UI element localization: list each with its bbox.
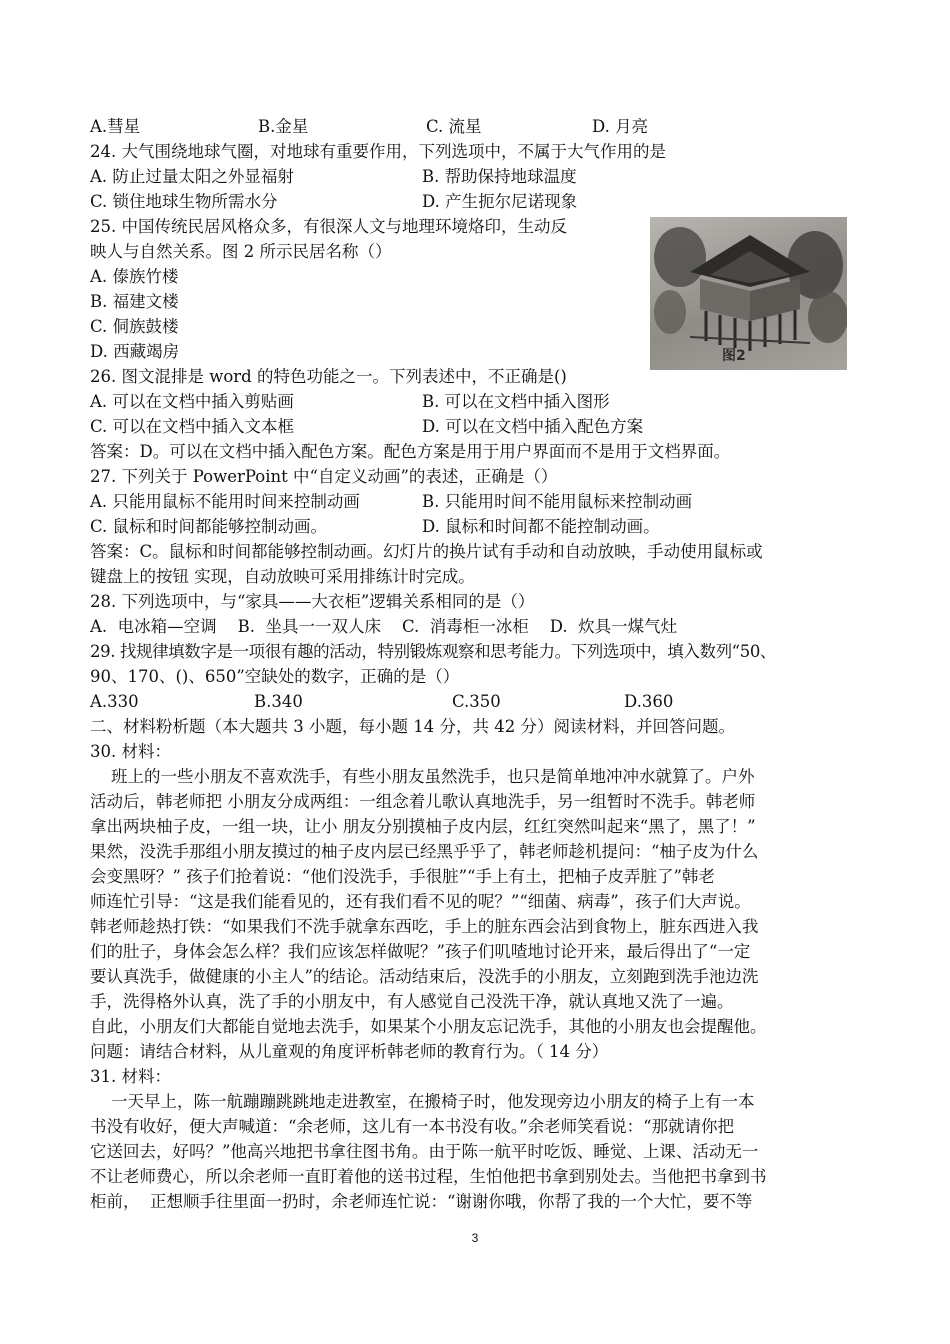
q30-paragraph-line: 活动后，韩老师把 小朋友分成两组：一组念着儿歌认真地洗手，另一组暂时不洗手。韩老师: [90, 792, 756, 811]
q25-option-a: A. 傣族竹楼: [90, 267, 179, 286]
q27-answer-line1: 答案：C。鼠标和时间都能够控制动画。幻灯片的换片试有手动和自动放映，手动使用鼠标或: [90, 542, 763, 561]
q26-option-d: D. 可以在文档中插入配色方案: [422, 417, 644, 436]
q27-options-row2: [90, 515, 660, 539]
q27-options-row1: [90, 490, 692, 514]
dwelling-photo-figure: [650, 217, 847, 370]
q30-paragraph-line: 们的肚子，身体会怎么样？我们应该怎样做呢？”孩子们叽喳地讨论开来，最后得出了“一定: [90, 942, 751, 961]
q24-stem: 24. 大气围绕地球气圈，对地球有重要作用，下列选项中，不属于大气作用的是: [90, 142, 666, 161]
q29-stem-line1: 29. 找规律填数字是一项很有趣的活动，特别锻炼观察和思考能力。下列选项中，填入数列“50、: [90, 642, 777, 661]
q30-paragraph-line: 自此，小朋友们大都能自觉地去洗手，如果某个小朋友忘记洗手，其他的小朋友也会提醒他。: [90, 1017, 767, 1036]
q29-stem-line2: 90、170、()、650”空缺处的数字，正确的是（）: [90, 667, 460, 686]
q30-paragraph-line: 要认真洗手，做健康的小主人”的结论。活动结束后，没洗手的小朋友，立刻跑到洗手池边洗: [90, 967, 759, 986]
page-number: 3: [471, 1231, 479, 1245]
q27-answer-line2: 键盘上的按钮 实现，自动放映可采用排练计时完成。: [90, 567, 475, 586]
q26-options-row1: [90, 390, 610, 414]
q31-paragraph-line: 不让老师费心，所以余老师一直盯着他的送书过程，生怕他把书拿到别处去。当他把书拿到书: [90, 1167, 767, 1186]
q26-option-c: C. 可以在文档中插入文本框: [90, 417, 295, 436]
q23-option-c: C. 流星: [426, 117, 482, 136]
q27-option-d: D. 鼠标和时间都不能控制动画。: [422, 517, 660, 536]
q30-paragraph-line: 会变黑呀？” 孩子们抢着说：“他们没洗手，手很脏”“手上有土，把柚子皮弄脏了”韩老: [90, 867, 715, 886]
q27-option-a: A. 只能用鼠标不能用时间来控制动画: [90, 492, 360, 511]
q25-stem-line2: 映人与自然关系。图 2 所示民居名称（）: [90, 242, 392, 261]
q28-stem: 28. 下列选项中，与“家具——大衣柜”逻辑关系相同的是（）: [90, 592, 535, 611]
q25-option-b: B. 福建文楼: [90, 292, 179, 311]
q29-option-b: B.340: [254, 692, 303, 711]
q24-option-b: B. 帮助保持地球温度: [422, 167, 577, 186]
q23-option-d: D. 月亮: [592, 117, 649, 136]
q26-option-b: B. 可以在文档中插入图形: [422, 392, 610, 411]
q30-paragraph-line: 手，洗得格外认真，洗了手的小朋友中，有人感觉自己没洗干净，就认真地又洗了一遍。: [90, 992, 734, 1011]
q26-stem: 26. 图文混排是 word 的特色功能之一。下列表述中，不正确是(): [90, 367, 567, 386]
q24-options-row1: [90, 165, 577, 189]
q31-paragraph-line: 一天早上，陈一航蹦蹦跳跳地走进教室，在搬椅子时，他发现旁边小朋友的椅子上有一本: [90, 1092, 755, 1111]
q24-option-c: C. 锁住地球生物所需水分: [90, 192, 278, 211]
q30-paragraph-line: 拿出两块柚子皮，一组一块，让小 朋友分别摸柚子皮内层，红红突然叫起来“黑了，黑了！”: [90, 817, 756, 836]
stilt-house-illustration: [650, 217, 847, 370]
q26-options-row2: [90, 415, 643, 439]
section-2-heading: 二、材料粉析题（本大题共 3 小题，每小题 14 分，共 42 分）阅读材料，并回答问题。: [90, 717, 735, 736]
q23-option-a: A.彗星: [90, 117, 141, 136]
q26-option-a: A. 可以在文档中插入剪贴画: [90, 392, 294, 411]
q29-option-c: C.350: [452, 692, 501, 711]
q23-option-b: B.金星: [258, 117, 309, 136]
q31-paragraph-line: 柜前， 正想顺手往里面一扔时，余老师连忙说：“谢谢你哦，你帮了我的一个大忙，要不等: [90, 1192, 753, 1211]
q30-paragraph-line: 师连忙引导：“这是我们能看见的，还有我们看不见的呢？”“细菌、病毒”，孩子们大声说。: [90, 892, 751, 911]
q30-paragraph-line: 韩老师趁热打铁：“如果我们不洗手就拿东西吃，手上的脏东西会沾到食物上，脏东西进入我: [90, 917, 759, 936]
q30-question: 问题：请结合材料，从儿童观的角度评析韩老师的教育行为。（ 14 分）: [90, 1042, 609, 1061]
q30-paragraph-line: 班上的一些小朋友不喜欢洗手，有些小朋友虽然洗手，也只是简单地冲冲水就算了。户外: [90, 767, 755, 786]
q31-title: 31. 材料：: [90, 1067, 171, 1086]
q29-option-a: A.330: [90, 692, 139, 711]
q29-options: [90, 690, 673, 714]
q24-options-row2: [90, 190, 577, 214]
q25-option-c: C. 侗族鼓楼: [90, 317, 179, 336]
q30-paragraph-line: 果然，没洗手那组小朋友摸过的柚子皮内层已经黑乎乎了，韩老师趁机提问：“柚子皮为什么: [90, 842, 759, 861]
q26-answer: 答案：D。可以在文档中插入配色方案。配色方案是用于用户界面而不是用于文档界面。: [90, 442, 731, 461]
q24-option-d: D. 产生扼尔尼诺现象: [422, 192, 578, 211]
q25-stem-line1: 25. 中国传统民居风格众多，有很深人文与地理环境烙印，生动反: [90, 217, 567, 236]
figure-caption: 图2: [722, 348, 746, 364]
q30-title: 30. 材料：: [90, 742, 171, 761]
q29-option-d: D.360: [624, 692, 674, 711]
q23-options: [90, 115, 648, 139]
q31-paragraph-line: 它送回去，好吗？”他高兴地把书拿往图书角。由于陈一航平时吃饭、睡觉、上课、活动无一: [90, 1142, 759, 1161]
q25-option-d: D. 西藏竭房: [90, 342, 180, 361]
q27-stem: 27. 下列关于 PowerPoint 中“自定义动画”的表述，正确是（）: [90, 467, 558, 486]
q27-option-b: B. 只能用时间不能用鼠标来控制动画: [422, 492, 693, 511]
q24-option-a: A. 防止过量太阳之外显福射: [90, 167, 294, 186]
q27-option-c: C. 鼠标和时间都能够控制动画。: [90, 517, 328, 536]
q31-paragraph-line: 书没有收好，便大声喊道：“余老师，这儿有一本书没有收。”余老师笑看说：“那就请你把: [90, 1117, 735, 1136]
q28-options: A. 电冰箱—空调 B. 坐具一一双人床 C. 消毒柜一冰柜 D. 炊具一煤气灶: [90, 617, 678, 636]
